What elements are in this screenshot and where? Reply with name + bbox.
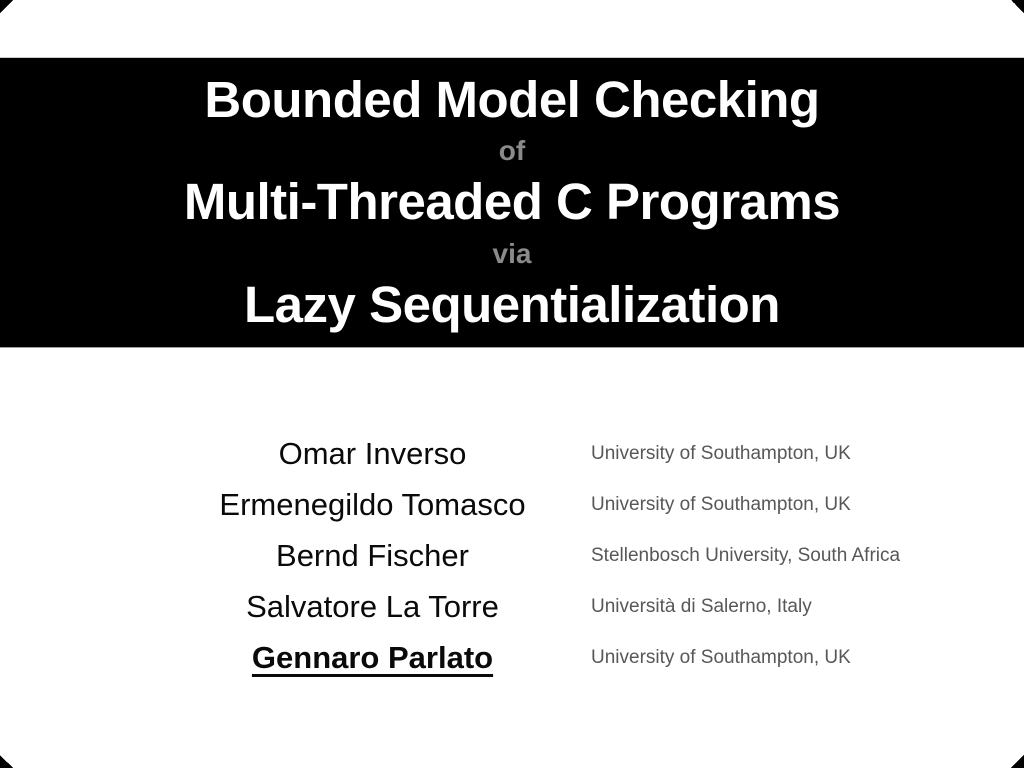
author-affiliation: Stellenbosch University, South Africa	[591, 544, 901, 566]
author-name-emphasized: Gennaro Parlato	[251, 639, 494, 675]
author-name: Salvatore La Torre	[246, 588, 499, 624]
author-row	[180, 428, 984, 479]
author-row	[180, 479, 984, 530]
author-affiliation: University of Southampton, UK	[591, 646, 851, 668]
author-row	[180, 530, 984, 581]
author-affiliation: Università di Salerno, Italy	[591, 595, 812, 617]
author-affiliation: University of Southampton, UK	[591, 442, 851, 464]
title-line-1: Bounded Model Checking	[204, 71, 820, 129]
slide-corner-top-right	[1011, 0, 1024, 13]
author-name: Ermenegildo Tomasco	[219, 486, 526, 522]
title-connector-2: via	[492, 237, 532, 269]
author-row	[180, 581, 984, 632]
slide-corner-bottom-right	[1011, 755, 1024, 768]
title-line-2: Multi-Threaded C Programs	[183, 173, 841, 231]
author-name: Omar Inverso	[278, 435, 467, 471]
slide-corner-top-left	[0, 0, 13, 13]
title-banner	[0, 57, 1024, 348]
title-connector-1: of	[498, 135, 526, 167]
title-line-3: Lazy Sequentialization	[244, 275, 780, 333]
author-name: Bernd Fischer	[276, 537, 469, 573]
author-row	[180, 632, 984, 683]
authors-list	[180, 428, 984, 683]
author-affiliation: University of Southampton, UK	[591, 493, 851, 515]
slide-corner-bottom-left	[0, 755, 13, 768]
